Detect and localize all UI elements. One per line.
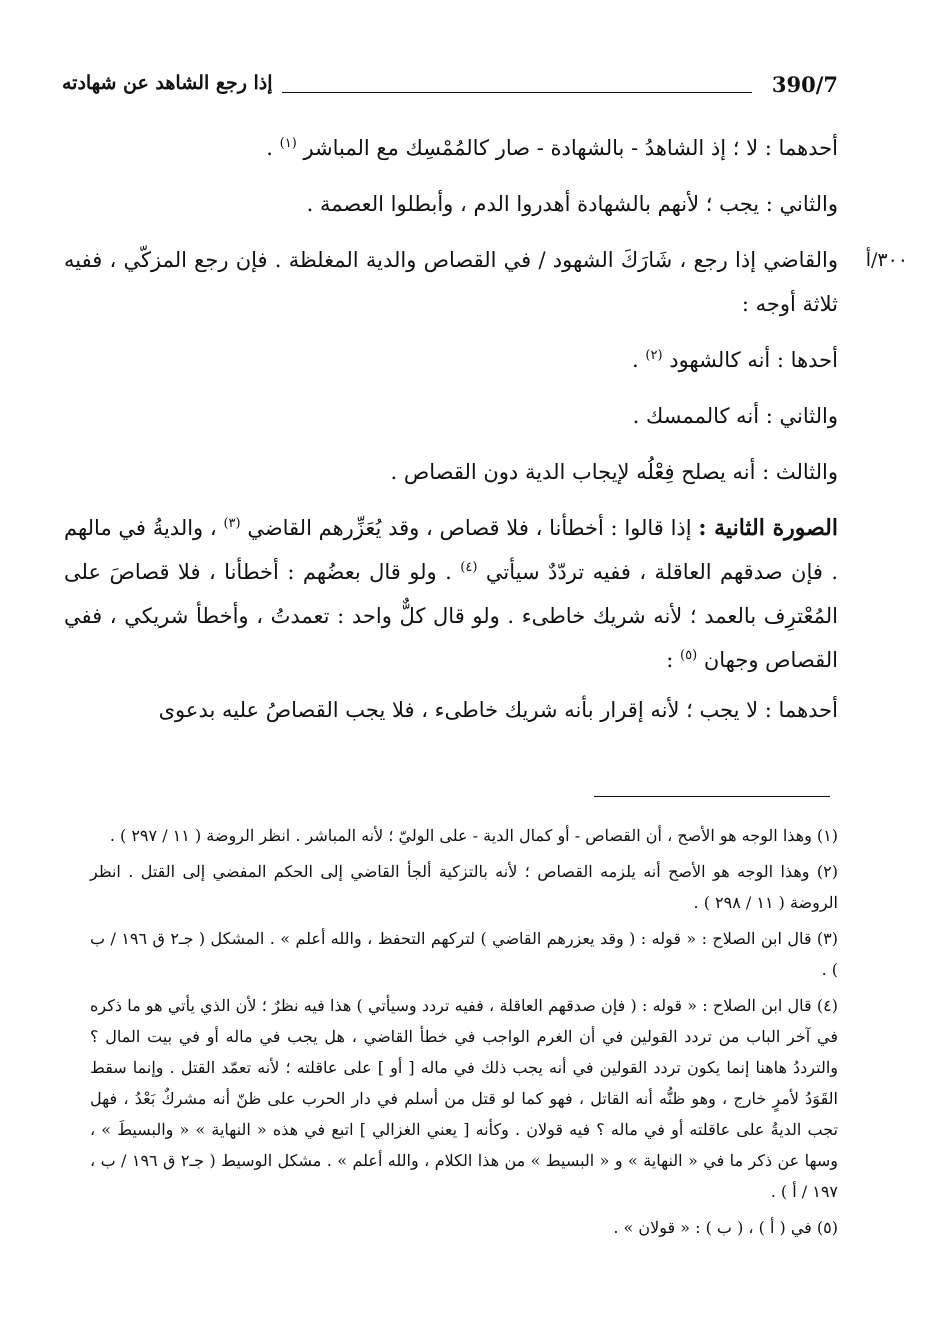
footnote: (٣) قال ابن الصلاح : « قوله : ( وقد يعزرهم القاضي ) لتركهم التحفظ ، والله أعلم » . المشكل ( جـ٢ ق ١٩٦ / ب ) . <box>90 929 839 979</box>
footnotes <box>90 820 838 1248</box>
footnote: (٤) قال ابن الصلاح : « قوله : ( فإن صدقهم العاقلة ، ففيه تردد وسيأتي ) هذا فيه نظرٌ ؛ لأن الذي يأتي هو ما ذكره في آخر الباب من تردد القولين في أن الغرم الواجب في خطأ القاضي ، هل يجب في ماله أو في بيت المال ؟ والترددُ هاهنا إنما يكون تردد القولين في أنه يجب ذلك في ماله [ أو ] على عاقلته ؛ لأنه تعمّد القتل . وإنما سقط القَوَدُ لأمرٍ خارج ، وهو ظنُّه أنه القاتل ، فهو كما لو قتل من أسلم في دار الحرب على ظنّ أنه مشركٌ بَعْدُ ، فهل تجب الديةُ على عاقلته أو في ماله ؟ فيه قولان . وكأنه [ يعني الغزالي ] اتبع في هذه « النهاية » « والبسيطَ » ، وسها عن ذكر ما في « النهاية » و « البسيط » من هذا الكلام ، والله أعلم » . مشكل الوسيط ( جـ٢ ق ١٩٦ / ب ، ١٩٧ / أ ) . <box>90 996 839 1201</box>
footnote: (٥) في ( أ ) ، ( ب ) : « قولان » . <box>613 1218 838 1237</box>
footnote-ref: (٢) <box>645 348 663 363</box>
running-title: إذا رجع الشاهد عن شهادته <box>62 72 273 94</box>
page-header <box>62 68 838 108</box>
paragraph: والثالث : أنه يصلح فِعْلُه لإيجاب الدية دون القصاص . <box>390 460 838 484</box>
paragraph: والقاضي إذا رجع ، شَارَكَ الشهود / في القصاص والدية المغلظة . فإن رجع المزكّي ، ففيه ثلاثة أوجه : ٣٠٠/أ <box>64 238 838 326</box>
paragraph: والثاني : يجب ؛ لأنهم بالشهادة أهدروا الدم ، وأبطلوا العصمة . <box>306 192 838 216</box>
footnote-ref: (٤) <box>460 560 478 575</box>
footnote-ref: (٣) <box>223 516 241 531</box>
section-heading: الصورة الثانية : <box>698 515 838 541</box>
paragraph: أحدها : أنه كالشهود $^{(٢)}$ . <box>632 348 838 372</box>
footnote-ref: (١) <box>279 136 297 151</box>
footnote: (٢) وهذا الوجه هو الأصح أنه يلزمه القصاص ؛ لأنه بالتزكية ألجأ القاضي إلى الحكم المفضي إلى القتل . انظر الروضة ( ١١ / ٢٩٨ ) . <box>90 862 838 912</box>
page-number: 390/7 <box>771 72 838 97</box>
footnote: (١) وهذا الوجه هو الأصح ، أن القصاص - أو كمال الدية - على الوليّ ؛ لأنه المباشر . انظر الروضة ( ١١ / ٢٩٧ ) . <box>109 826 838 845</box>
paragraph: والثاني : أنه كالممسك . <box>632 404 838 428</box>
header-rule <box>282 92 752 93</box>
paragraph: أحدهما : لا ؛ إذ الشاهدُ - بالشهادة - صار كالمُمْسِك مع المباشر $^{(١)}$ . <box>266 136 838 160</box>
footnote-separator <box>594 796 830 797</box>
main-text <box>64 126 908 744</box>
footnote-ref: (٥) <box>680 648 698 663</box>
margin-folio-mark: ٣٠٠/أ <box>865 249 908 271</box>
paragraph: أحدهما : لا يجب ؛ لأنه إقرار بأنه شريك خاطىء ، فلا يجب القصاصُ عليه بدعوى <box>158 698 838 722</box>
paragraph: الصورة الثانية : إذا قالوا : أخطأنا ، فلا قصاص ، وقد يُعَزِّرهم القاضي $^{(٣)}$ ، والديةُ في مالهم . فإن صدقهم العاقلة ، ففيه تردّدٌ سيأتي $^{(٤)}$ . ولو قال بعضُهم : أخطأنا ، فلا قصاصَ على المُعْترِف بالعمد ؛ لأنه شريك خاطىء . ولو قال كلٌّ واحد : تعمدتُ ، وأخطأ شريكي ، ففي القصاص وجهان $^{(٥)}$ : <box>64 515 839 672</box>
